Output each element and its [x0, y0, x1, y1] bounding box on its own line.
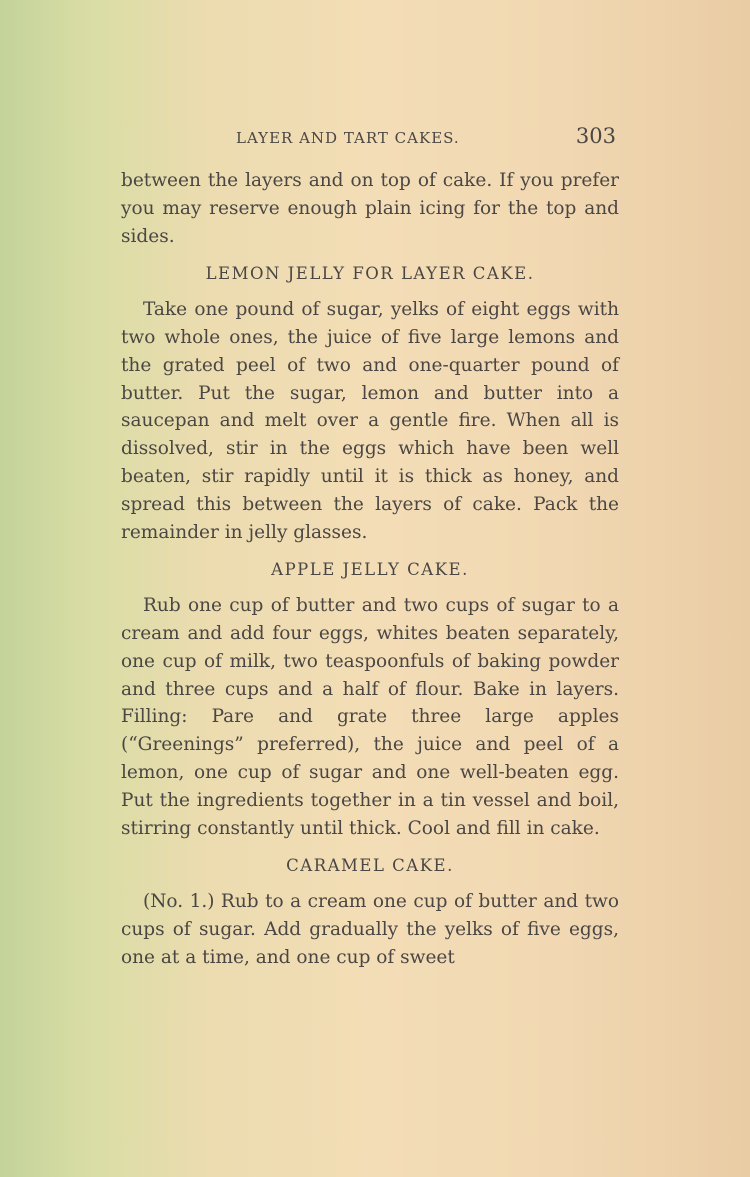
- page-text: [121, 167, 619, 972]
- running-title: LAYER AND TART CAKES.: [236, 129, 460, 147]
- apple-jelly-heading: APPLE JELLY CAKE.: [271, 560, 469, 580]
- caramel-cake-paragraph: (No. 1.) Rub to a cream one cup of butter and two cups of sugar. Add gradually the yelks of five eggs, one at a time, and one cup of sweet: [121, 891, 619, 968]
- running-head: [236, 124, 616, 148]
- caramel-cake-heading: CARAMEL CAKE.: [286, 856, 454, 876]
- page-number: 303: [575, 124, 616, 148]
- opening-paragraph: between the layers and on top of cake. If you prefer you may reserve enough plain icing for the top and sides.: [121, 170, 619, 247]
- apple-jelly-paragraph: Rub one cup of butter and two cups of sugar to a cream and add four eggs, whites beaten separately, one cup of milk, two teaspoonfuls of baking powder and three cups and a half of flour. Bake in layers. Filling: Pare and grate three large apples (“Greenings” preferred), the juice and peel of a lemon, one cup of sugar and one well-beaten egg. Put the ingredients together in a tin vessel and boil, stirring constantly until thick. Cool and fill in cake.: [121, 595, 619, 839]
- lemon-jelly-paragraph: Take one pound of sugar, yelks of eight eggs with two whole ones, the juice of five large lemons and the grated peel of two and one-quarter pound of butter. Put the sugar, lemon and butter into a saucepan and melt over a gentle fire. When all is dissolved, stir in the eggs which have been well beaten, stir rapidly until it is thick as honey, and spread this between the layers of cake. Pack the remainder in jelly glasses.: [121, 299, 619, 543]
- lemon-jelly-heading: LEMON JELLY FOR LAYER CAKE.: [205, 264, 535, 284]
